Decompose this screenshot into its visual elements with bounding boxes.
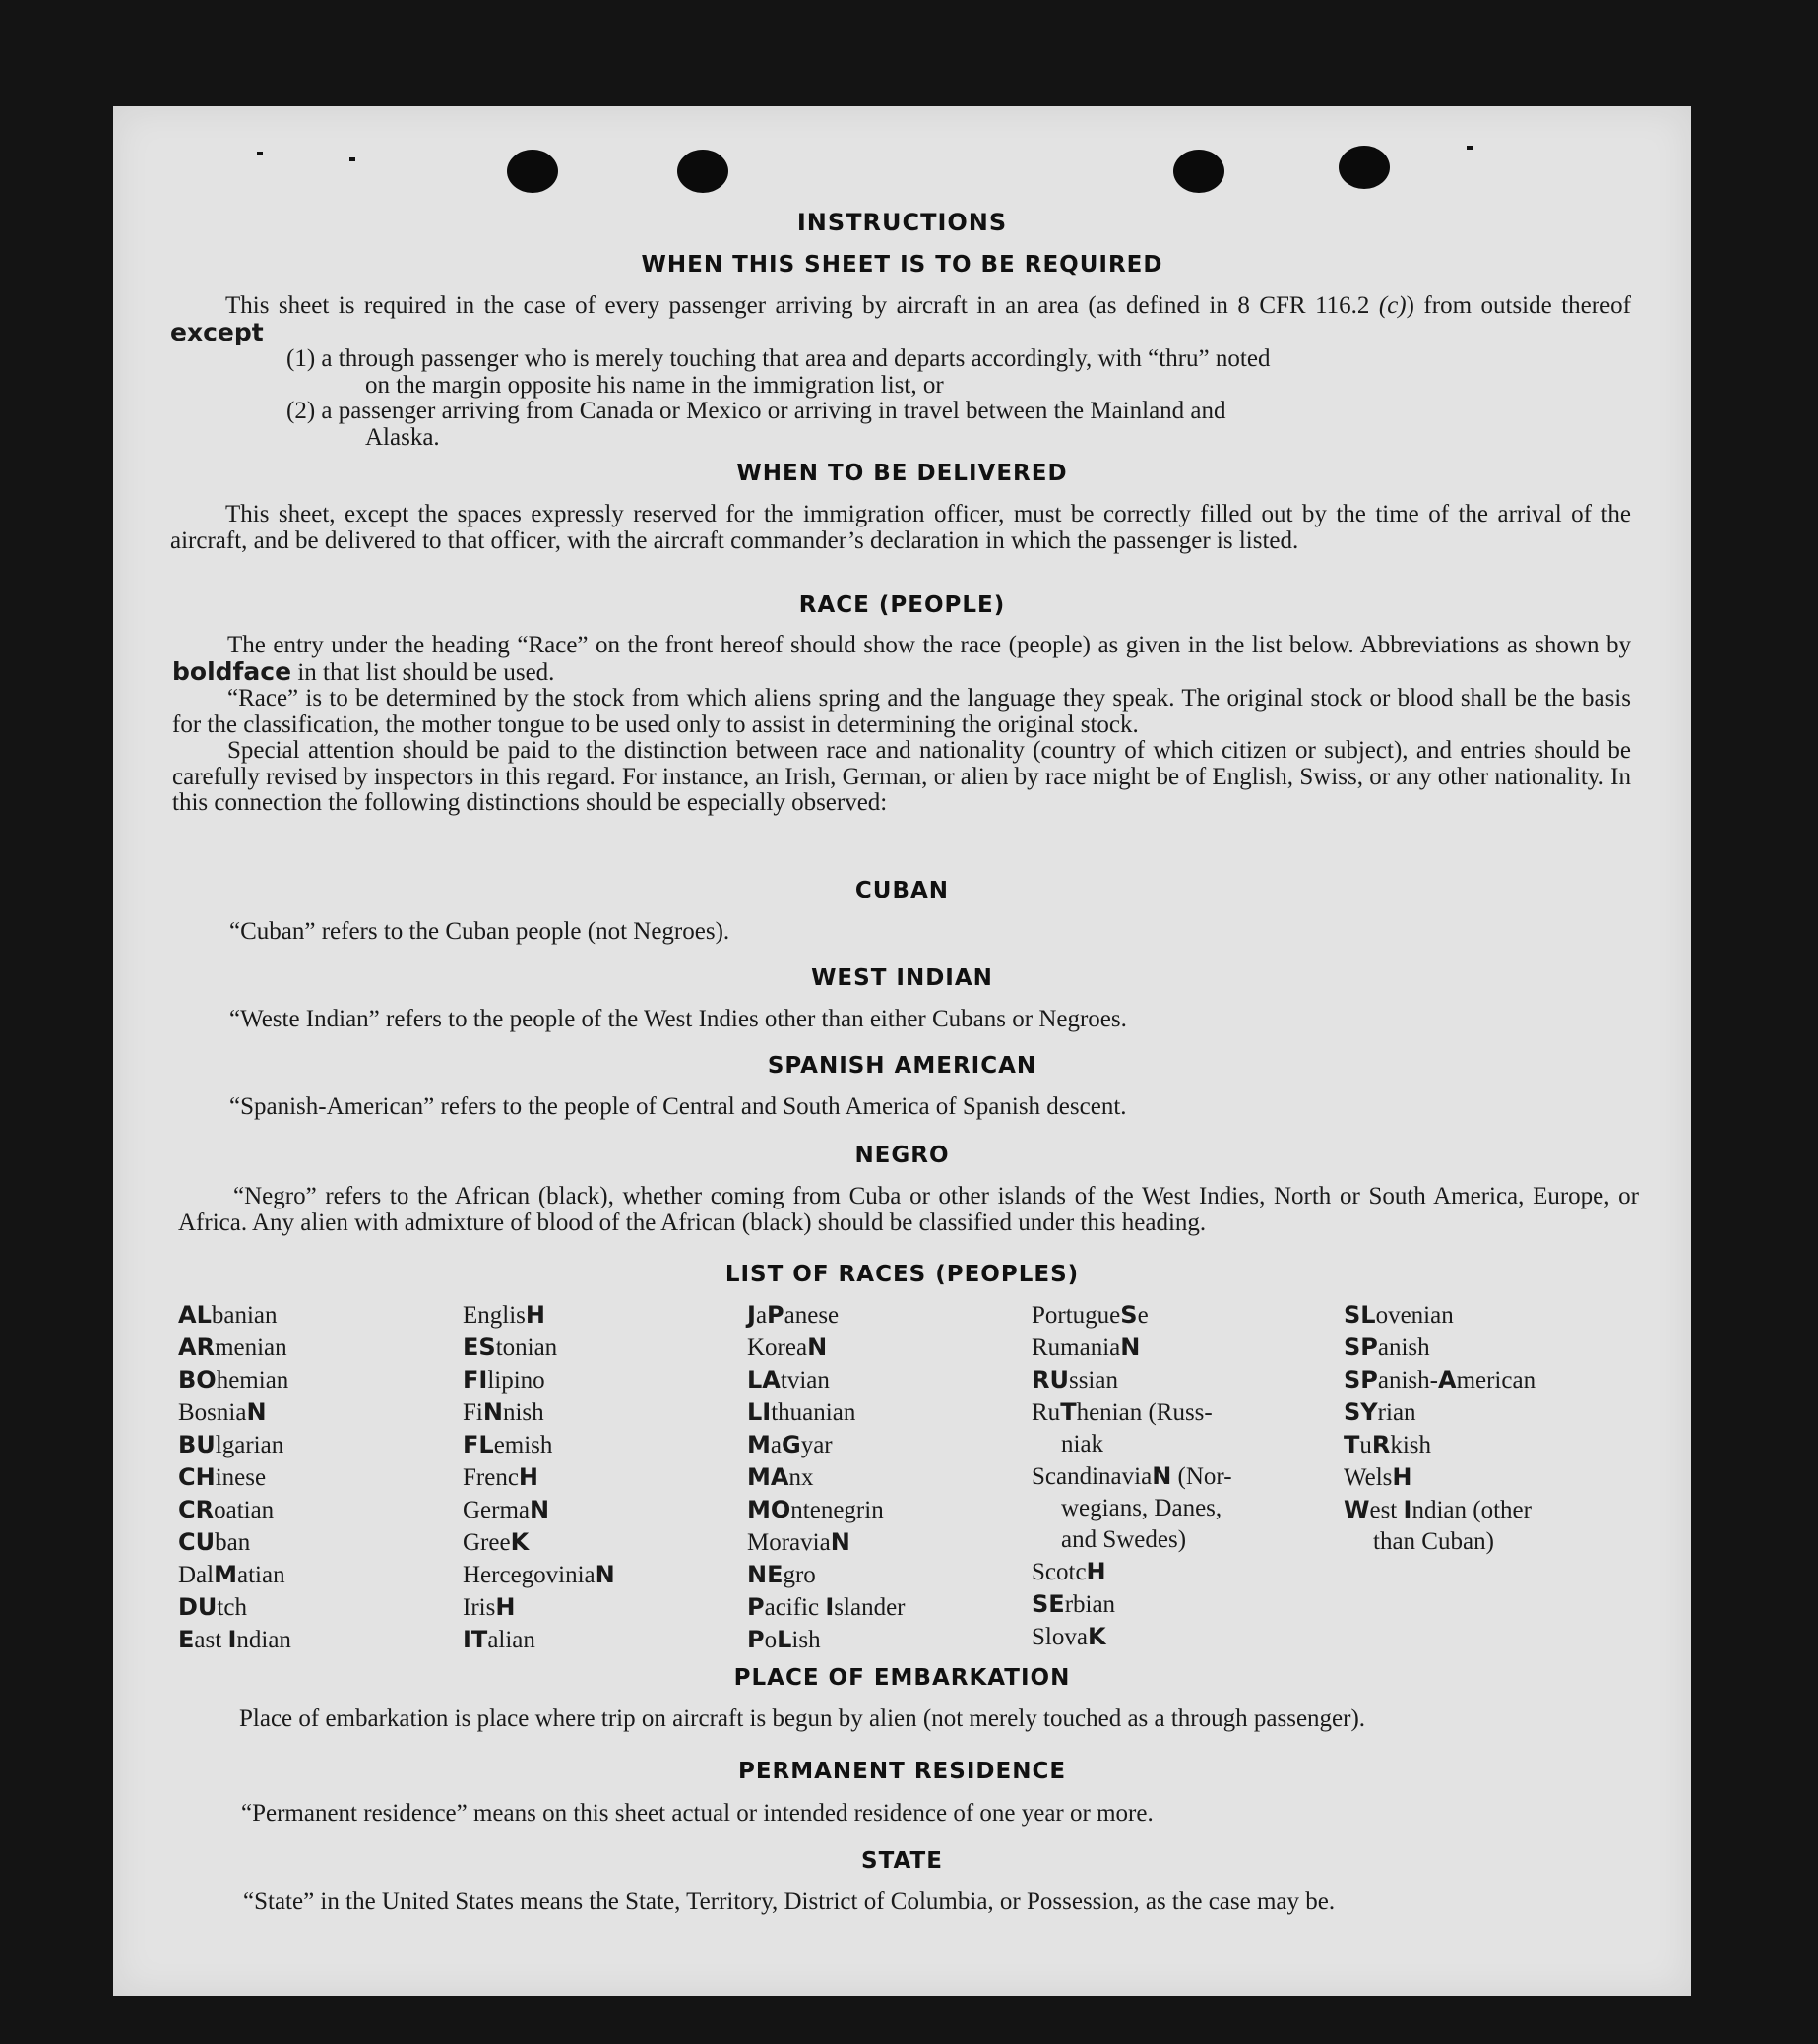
race-list-item: RUssian [1032,1366,1118,1394]
punch-hole [507,150,558,193]
punch-hole [1339,146,1390,189]
section-heading: SPANISH AMERICAN [767,1053,1037,1079]
exception-2-cont: Alaska. [365,423,440,451]
race-list-item: RuThenian (Russ- [1032,1398,1213,1426]
race-list-item: NEgro [747,1561,816,1588]
race-list-item: CHinese [178,1463,267,1491]
race-list-item: MOntenegrin [747,1496,884,1523]
race-definition: “Race” is to be determined by the stock from which aliens spring and the language they speak. The original stock or blood shall be the basis for the classification, the mother tongue to be used only to assist in determining the original stock. [172,685,1631,738]
race-list-item: PoLish [747,1626,821,1653]
race-list-item: CUban [178,1528,251,1556]
section-required-body [170,293,1631,451]
race-list-item: BUlgarian [178,1431,284,1458]
race-list-item: niak [1061,1431,1104,1457]
section-heading: WHEN TO BE DELIVERED [736,461,1068,486]
section-heading: RACE (PEOPLE) [798,592,1006,618]
scan-speck [1467,146,1473,150]
race-list-item: TuRkish [1344,1431,1432,1458]
race-list-item: PortugueSe [1032,1301,1149,1329]
race-list-item: MAnx [747,1463,814,1491]
embarkation-paragraph: Place of embarkation is place where trip on aircraft is begun by alien (not merely touched as a through passenger). [239,1705,1366,1732]
race-list-item: ARmenian [178,1333,287,1361]
race-list-item: BosniaN [178,1398,267,1426]
scan-speck [257,152,263,155]
race-list-item: GermaN [463,1496,550,1523]
race-list-item: SYrian [1344,1398,1416,1426]
race-text: in that list should be used. [297,658,555,686]
race-list-column-1 [178,1299,291,1656]
section-heading: PLACE OF EMBARKATION [733,1665,1071,1691]
race-list-item: FIlipino [463,1366,545,1394]
cuban-definition: “Cuban” refers to the Cuban people (not Negroes). [229,918,730,945]
race-list-item: SPanish-American [1344,1366,1536,1394]
race-list-column-4 [1032,1299,1232,1653]
race-list-item: GreeK [463,1528,530,1556]
race-list-item: SErbian [1032,1590,1116,1618]
race-list-item: Pacific Islander [747,1593,906,1621]
race-list-item: WelsH [1344,1463,1412,1491]
exception-2: (2) a passenger arriving from Canada or Mexico or arriving in travel between the Mainland and [286,398,1226,424]
race-list-item: RumaniaN [1032,1333,1141,1361]
race-list-item: CRoatian [178,1496,275,1523]
section-heading: WEST INDIAN [811,965,993,991]
race-list-item: SLovenian [1344,1301,1454,1329]
race-list-item: IrisH [463,1593,516,1621]
race-list-item: DUtch [178,1593,247,1621]
race-list-item: BOhemian [178,1366,289,1394]
negro-definition: “Negro” refers to the African (black), whether coming from Cuba or other islands of the West Indies, North or South America, Europe, or Africa. Any alien with admixture of blood of the African (black) should be classified under this heading. [178,1183,1639,1236]
race-list-column-3 [747,1299,906,1656]
boldface-keyword: boldface [172,656,292,686]
race-list-item: East Indian [178,1626,291,1653]
race-text: The entry under the heading “Race” on the front hereof should show the race (people) as given in the list below. Abbreviations as shown by [227,632,1631,658]
race-list-item: HercegoviniaN [463,1561,615,1588]
race-list-item: EnglisH [463,1301,545,1329]
cfr-citation: (c) [1378,292,1407,319]
exception-1: (1) a through passenger who is merely touching that area and departs accordingly, with “thru” noted [286,345,1271,372]
race-list-item: LIthuanian [747,1398,856,1426]
race-distinction: Special attention should be paid to the distinction between race and nationality (country of which citizen or subject), and entries should be carefully revised by inspectors in this regard. For instance, an Irish, German, or alien by race might be of English, Swiss, or any other nationality. In this connection the following distinctions should be especially observed: [172,737,1631,816]
section-heading: LIST OF RACES (PEOPLES) [724,1262,1080,1287]
except-keyword: except [170,317,264,346]
section-heading: WHEN THIS SHEET IS TO BE REQUIRED [641,252,1163,278]
race-list-item: MaGyar [747,1431,833,1458]
section-heading: PERMANENT RESIDENCE [737,1759,1067,1784]
race-list-item: ALbanian [178,1301,278,1329]
race-list-item: SPanish [1344,1333,1430,1361]
punch-hole [1173,150,1224,193]
race-list-item: SlovaK [1032,1623,1106,1650]
race-list-item: KoreaN [747,1333,828,1361]
delivery-paragraph: This sheet, except the spaces expressly reserved for the immigration officer, must be correctly filled out by the time of the arrival of the aircraft, and be delivered to that officer, with the aircraft commander’s declaration in which the passenger is listed. [170,501,1631,554]
race-list-item: ITalian [463,1626,535,1653]
race-list-item: MoraviaN [747,1528,850,1556]
race-list-item: FiNnish [463,1398,544,1426]
race-list-column-2 [463,1299,615,1656]
exception-1-cont: on the margin opposite his name in the immigration list, or [365,371,944,399]
document-sheet [113,106,1691,1996]
race-list-item: DalMatian [178,1561,285,1588]
race-list-item: LAtvian [747,1366,830,1394]
race-list-item: and Swedes) [1061,1526,1187,1553]
required-text: ) from outside thereof [1406,292,1631,319]
residence-definition: “Permanent residence” means on this sheet actual or intended residence of one year or more. [241,1800,1154,1827]
race-list-item: ScotcH [1032,1558,1106,1585]
state-paragraph: “State” in the United States means the State, Territory, District of Columbia, or Possession, as the case may be. [243,1889,1336,1915]
section-heading: CUBAN [854,878,950,903]
section-heading: NEGRO [854,1143,950,1168]
race-list-item: than Cuban) [1373,1528,1494,1555]
race-list-item: JaPanese [747,1301,840,1329]
punch-hole [677,150,728,193]
west-indian-definition: “Weste Indian” refers to the people of the West Indies other than either Cubans or Negroes. [229,1006,1127,1032]
race-list-item: West Indian (other [1344,1496,1532,1523]
race-list-item: FLemish [463,1431,553,1458]
spanish-american-definition: “Spanish-American” refers to the people of Central and South America of Spanish descent. [229,1093,1127,1120]
race-list-item: EStonian [463,1333,558,1361]
race-list-item: ScandinaviaN (Nor- [1032,1462,1232,1490]
race-paragraphs [172,633,1631,817]
race-list-column-5 [1344,1299,1536,1558]
required-text: This sheet is required in the case of every passenger arriving by aircraft in an area (as defined in 8 CFR 116.2 [225,292,1370,319]
race-list-item: wegians, Danes, [1061,1495,1222,1521]
scan-speck [349,157,355,161]
race-list-item: FrencH [463,1463,539,1491]
section-heading: STATE [861,1848,943,1874]
page-title: INSTRUCTIONS [796,209,1008,236]
